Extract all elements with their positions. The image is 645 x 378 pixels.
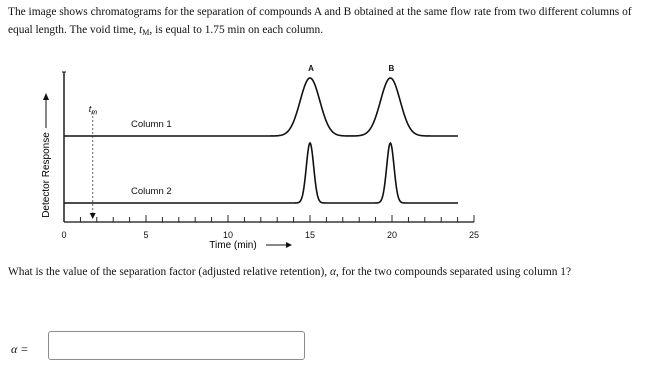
y-axis-label-arrow bbox=[43, 93, 49, 128]
question-text-1: What is the value of the separation factor (adjusted relative retention), bbox=[8, 266, 330, 278]
x-tick-label: 0 bbox=[61, 230, 67, 240]
void-time-var: t bbox=[139, 23, 143, 36]
x-arrow-head bbox=[286, 242, 292, 248]
x-tick-label: 15 bbox=[304, 230, 316, 240]
intro-text-2: , is equal to 1.75 min on each column. bbox=[149, 23, 324, 36]
x-tick-label: 25 bbox=[468, 230, 480, 240]
x-axis-label: Time (min) bbox=[209, 240, 257, 251]
answer-label: α = bbox=[11, 342, 29, 356]
y-axis-label: Detector Response bbox=[41, 132, 52, 218]
void-time-arrowhead bbox=[90, 213, 96, 219]
alpha-answer-input[interactable] bbox=[48, 331, 305, 360]
alpha-symbol: α bbox=[329, 266, 336, 278]
peak-label: B bbox=[388, 64, 395, 73]
peak-label: A bbox=[308, 64, 314, 73]
x-axis-label-arrow bbox=[266, 242, 292, 248]
x-axis-ticks bbox=[64, 215, 474, 222]
question-text-2: , for the two compounds separated using column 1? bbox=[335, 266, 572, 278]
x-tick-label: 10 bbox=[222, 230, 234, 240]
question-text bbox=[8, 264, 638, 280]
void-time-subscript: M bbox=[142, 27, 150, 37]
series-labels bbox=[131, 119, 172, 197]
chromatogram-line bbox=[64, 143, 458, 203]
series-label: Column 1 bbox=[131, 119, 172, 130]
y-arrow-head bbox=[43, 93, 49, 100]
chart-axes bbox=[62, 72, 474, 222]
x-axis-tick-labels bbox=[61, 230, 479, 240]
x-tick-label: 20 bbox=[386, 230, 398, 240]
void-time-label: $t_m$ bbox=[88, 104, 98, 117]
peak-labels bbox=[308, 64, 394, 73]
chromatogram-series bbox=[64, 78, 458, 203]
chromatogram-line bbox=[64, 78, 458, 136]
series-label: Column 2 bbox=[131, 186, 172, 197]
intro-text-1: The image shows chromatograms for the separation of compounds A and B obtained at the same flow rate from two different columns of equal length. The void time, bbox=[8, 6, 632, 36]
x-tick-label: 5 bbox=[143, 230, 149, 240]
